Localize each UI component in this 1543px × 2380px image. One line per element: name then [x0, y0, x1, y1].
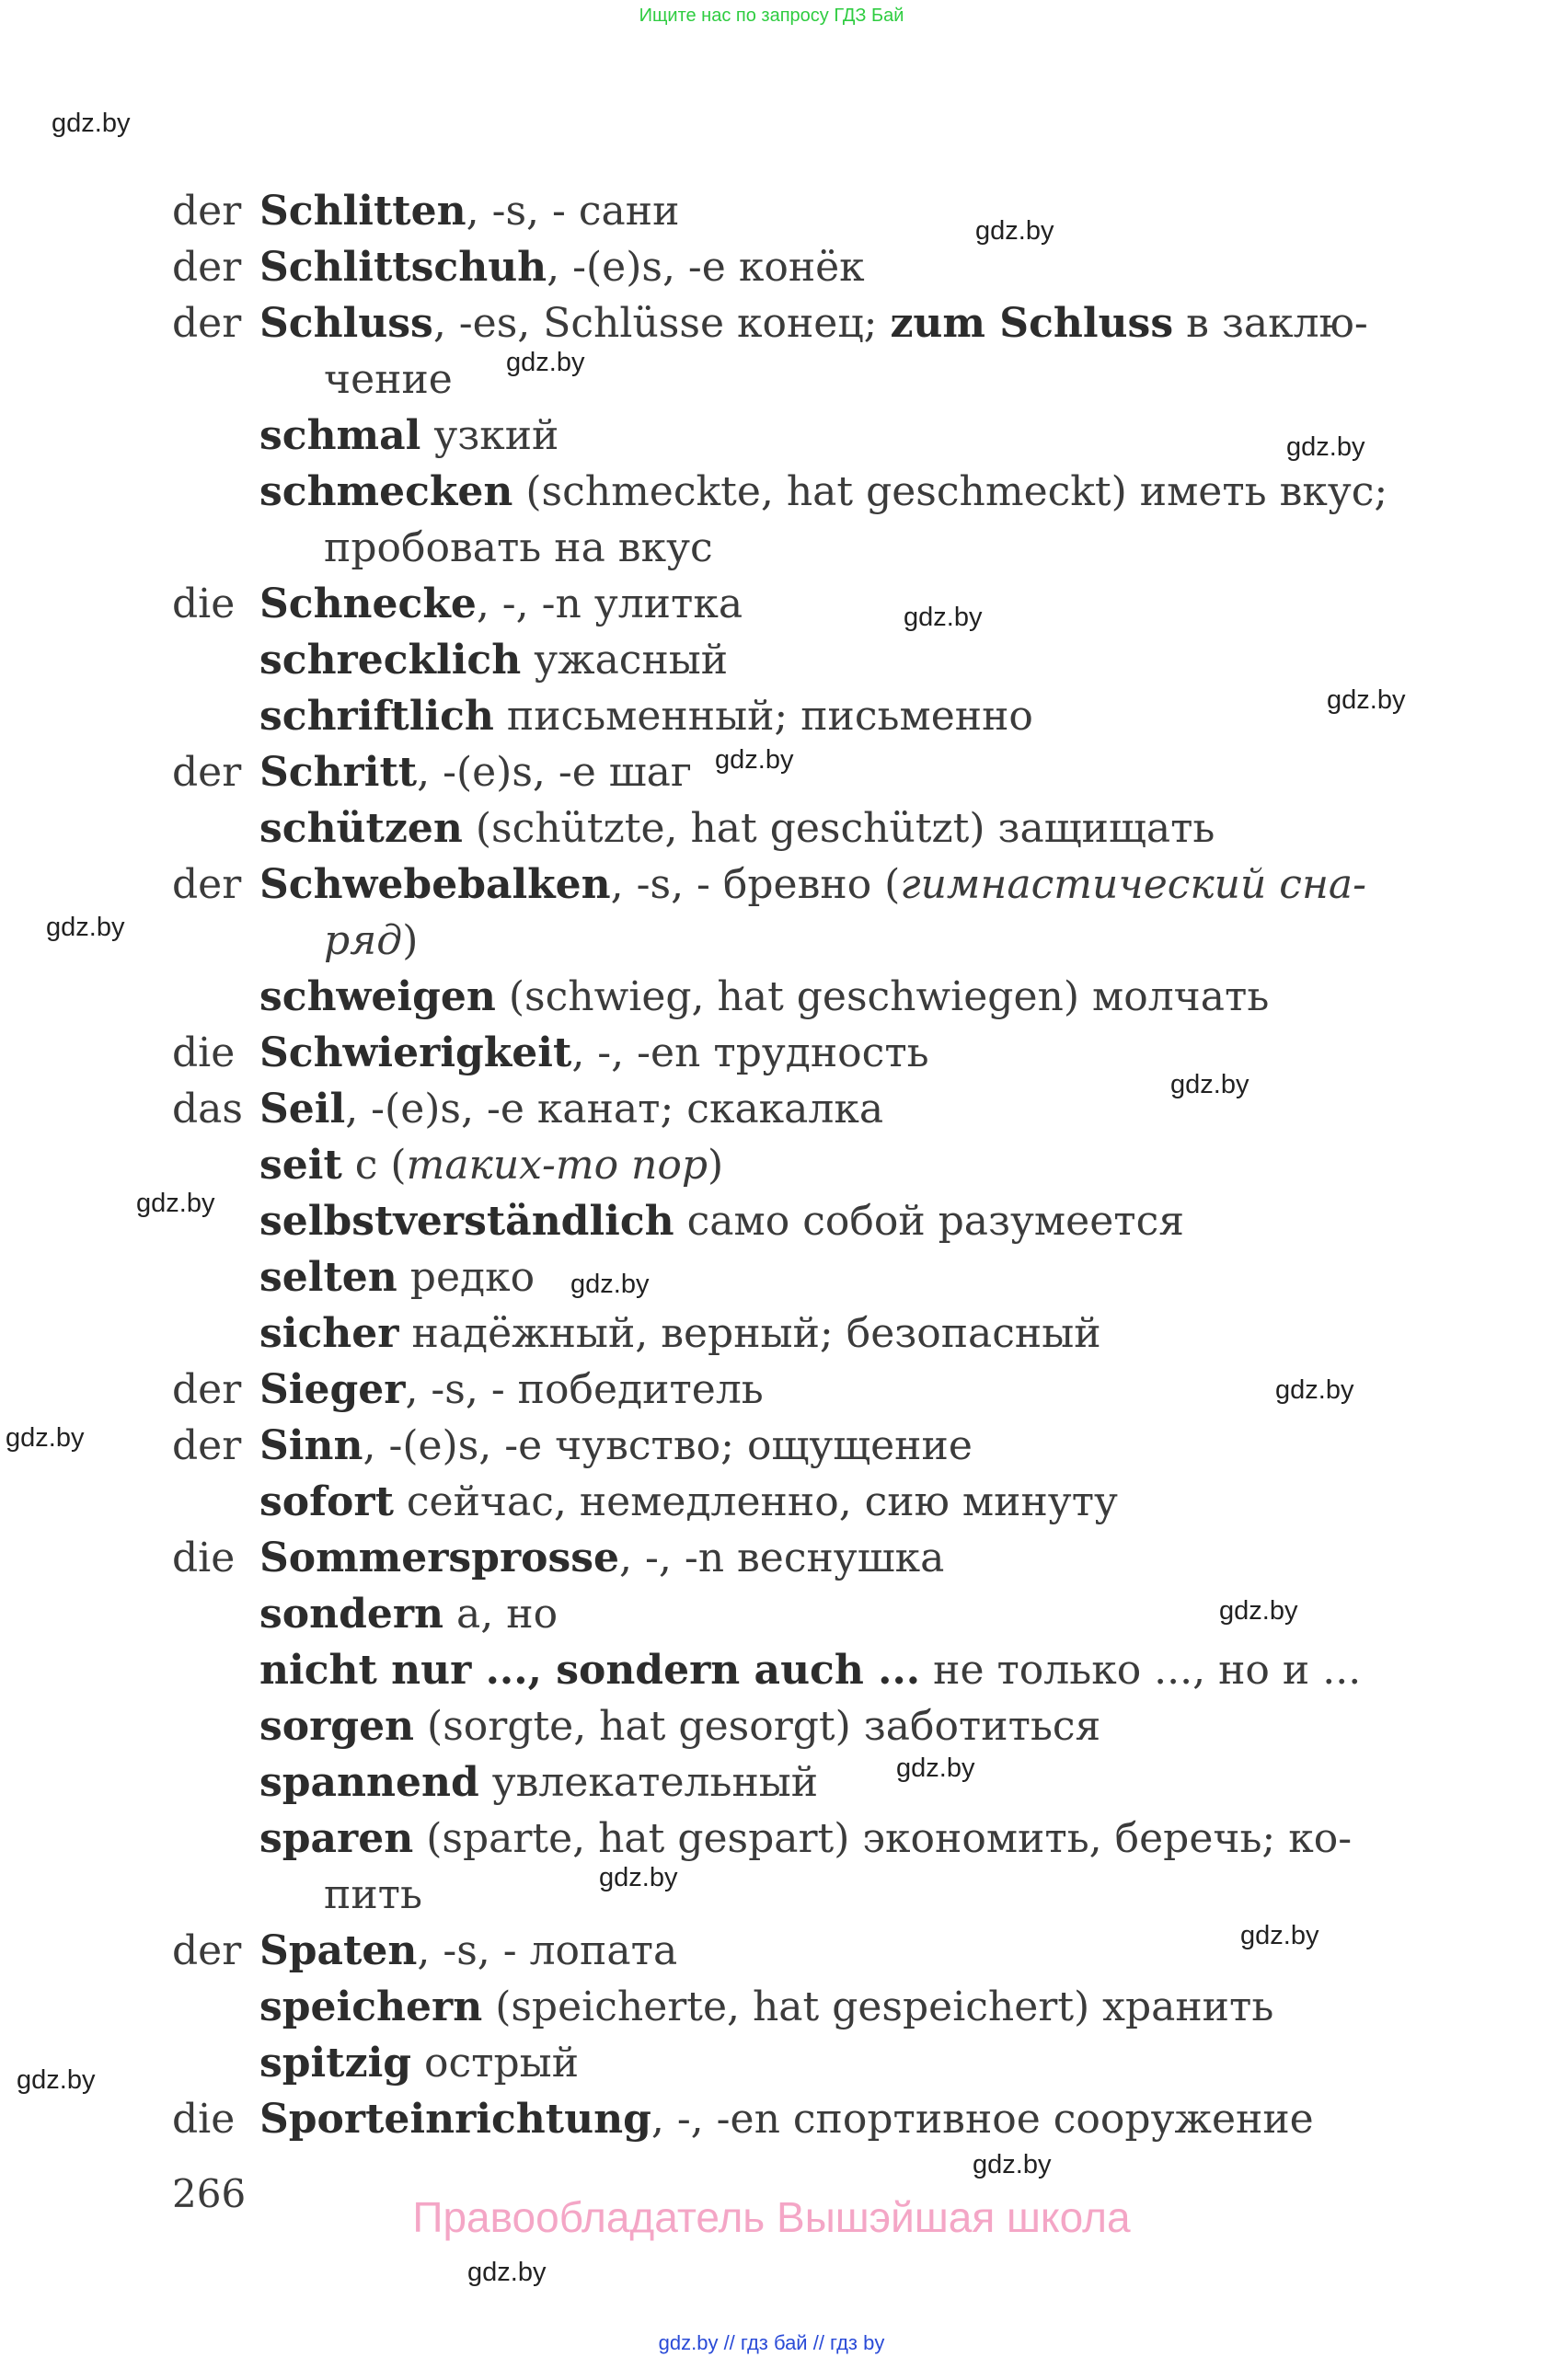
entry-definition: , -s, - сани	[466, 188, 680, 235]
entry-line	[259, 1643, 1361, 1698]
watermark-text: gdz.by	[46, 913, 125, 942]
entry-article: die	[172, 1535, 236, 1581]
rights-holder-note: Правообладатель Вышэйшая школа	[412, 2193, 1131, 2241]
entry-definition: (schmeckte, hat geschmeckt) иметь вкус;	[512, 468, 1388, 515]
entry-line	[259, 1026, 929, 1081]
entry-definition-continued: чение	[324, 356, 453, 403]
watermark-text: gdz.by	[904, 603, 983, 632]
entry-headword: Schwebebalken	[259, 861, 611, 908]
entry-definition: редко	[397, 1254, 535, 1301]
entry-definition: , -es, Schlüsse конец;	[432, 300, 891, 347]
watermark-text: gdz.by	[6, 1423, 85, 1453]
entry-continuation	[324, 352, 453, 408]
watermark-text: gdz.by	[715, 745, 794, 775]
entry-definition-continued: пробовать на вкус	[324, 524, 713, 571]
entry-line	[259, 2036, 579, 2091]
watermark-text: gdz.by	[599, 1863, 678, 1892]
entry-headword: spannend	[259, 1759, 479, 1806]
entry-headword: sicher	[259, 1310, 399, 1357]
entry-article: die	[172, 581, 236, 627]
entry-article: die	[172, 2096, 236, 2143]
entry-definition: , -(e)s, -e конёк	[547, 244, 865, 291]
entry-definition: (sorgte, hat gesorgt) заботиться	[414, 1703, 1101, 1750]
entry-headword: Seil	[259, 1086, 346, 1133]
entry-headword: sondern	[259, 1591, 444, 1638]
entry-headword: selbstverständlich	[259, 1198, 674, 1245]
entry-headword: schriftlich	[259, 693, 494, 740]
entry-line	[259, 296, 1368, 351]
entry-line	[259, 633, 728, 688]
watermark-text: gdz.by	[973, 2150, 1052, 2179]
entry-headword: sorgen	[259, 1703, 415, 1750]
entry-article: der	[172, 244, 242, 291]
entry-definition-continued: )	[402, 917, 419, 964]
entry-line	[259, 184, 679, 239]
entry-line	[259, 408, 558, 464]
entry-headword: Schritt	[259, 749, 418, 796]
watermark-text: gdz.by	[896, 1753, 975, 1783]
entry-headword: nicht nur ..., sondern auch ...	[259, 1647, 921, 1694]
entry-line	[259, 1531, 944, 1586]
entry-definition: само собой разумеется	[674, 1198, 1184, 1245]
watermark-text: gdz.by	[136, 1189, 215, 1218]
entry-line	[259, 1699, 1100, 1754]
entry-definition: сейчас, немедленно, сию минуту	[393, 1478, 1118, 1525]
watermark-text: gdz.by	[570, 1270, 650, 1299]
entry-definition: а, но	[443, 1591, 558, 1638]
entry-article: der	[172, 188, 242, 235]
entry-definition: (speicherte, hat gespeichert) хранить	[482, 1983, 1274, 2030]
entry-definition: увлекательный	[478, 1759, 819, 1806]
entry-definition: , -, -en трудность	[571, 1029, 929, 1076]
entry-definition: (schwieg, hat geschwiegen) молчать	[495, 973, 1270, 1020]
entry-definition-continued: пить	[324, 1871, 422, 1918]
entry-headword: Schlitten	[259, 188, 466, 235]
entry-headword: selten	[259, 1254, 397, 1301]
entry-line	[259, 577, 743, 632]
entry-article: der	[172, 300, 242, 347]
entry-headword: Sommersprosse	[259, 1535, 620, 1581]
entry-definition: , -, -en спортивное сооружение	[651, 2096, 1314, 2143]
entry-line	[259, 970, 1269, 1025]
entry-article: das	[172, 1086, 243, 1133]
entry-headword: seit	[259, 1142, 342, 1189]
entry-note: гимнастический сна-	[900, 861, 1367, 908]
entry-line	[259, 1138, 723, 1193]
watermark-text: gdz.by	[467, 2258, 547, 2287]
entry-article: die	[172, 1029, 236, 1076]
entry-headword: schmal	[259, 412, 421, 459]
entry-definition: , -(e)s, -e шаг	[417, 749, 692, 796]
entry-headword: sofort	[259, 1478, 394, 1525]
entry-article: der	[172, 749, 242, 796]
entry-headword: schrecklich	[259, 637, 522, 684]
top-banner-note: Ищите нас по запросу ГДЗ Бай	[639, 6, 904, 26]
entry-continuation	[324, 914, 418, 969]
entry-definition: узкий	[420, 412, 559, 459]
entry-note-continued: ряд	[324, 917, 403, 964]
entry-headword: Schwierigkeit	[259, 1029, 572, 1076]
entry-definition-tail: в заклю-	[1173, 300, 1368, 347]
entry-article: der	[172, 861, 242, 908]
entry-continuation	[324, 521, 713, 576]
watermark-text: gdz.by	[17, 2065, 96, 2095]
entry-line	[259, 1924, 677, 1979]
entry-definition-tail: )	[708, 1142, 724, 1189]
entry-definition: письменный; письменно	[493, 693, 1033, 740]
entry-headword: Schnecke	[259, 581, 477, 627]
entry-definition: острый	[411, 2040, 580, 2087]
entry-headword: schützen	[259, 805, 463, 852]
entry-line	[259, 1082, 883, 1137]
entry-definition: не только ..., но и ...	[920, 1647, 1362, 1694]
entry-line	[259, 1362, 764, 1418]
entry-definition: (sparte, hat gespart) экономить, беречь; ко-	[413, 1815, 1353, 1862]
entry-definition: надёжный, верный; безопасный	[398, 1310, 1101, 1357]
entry-definition: ужасный	[521, 637, 729, 684]
watermark-text: gdz.by	[52, 109, 131, 138]
entry-definition: , -s, - победитель	[405, 1366, 764, 1413]
entry-line	[259, 465, 1388, 520]
entry-line	[259, 1755, 818, 1811]
entry-note: таких-то пор	[406, 1142, 708, 1189]
entry-line	[259, 1306, 1101, 1362]
entry-headword: Schlittschuh	[259, 244, 547, 291]
entry-article: der	[172, 1366, 242, 1413]
entry-line	[259, 240, 865, 295]
entry-headword: schweigen	[259, 973, 496, 1020]
entry-definition: с (	[341, 1142, 407, 1189]
entry-definition: , -, -n веснушка	[619, 1535, 945, 1581]
watermark-text: gdz.by	[1286, 432, 1365, 462]
entry-line	[259, 1419, 973, 1474]
entry-headword: schmecken	[259, 468, 513, 515]
entry-definition: , -, -n улитка	[476, 581, 743, 627]
entry-line	[259, 1980, 1273, 2035]
entry-line	[259, 2092, 1314, 2147]
entry-headword: Schluss	[259, 300, 433, 347]
entry-article: der	[172, 1422, 242, 1469]
entry-definition: (schützte, hat geschützt) защищать	[462, 805, 1215, 852]
entry-line	[259, 801, 1215, 857]
entry-line	[259, 1194, 1184, 1249]
entry-phrase: zum Schluss	[890, 300, 1174, 347]
watermark-text: gdz.by	[1170, 1070, 1249, 1099]
watermark-text: gdz.by	[1327, 685, 1406, 715]
entry-line	[259, 1811, 1352, 1867]
entry-line	[259, 689, 1033, 744]
entry-headword: sparen	[259, 1815, 414, 1862]
entry-line	[259, 1250, 535, 1305]
entry-article: der	[172, 1927, 242, 1974]
watermark-text: gdz.by	[1219, 1596, 1298, 1626]
entry-definition: , -s, - бревно (	[610, 861, 901, 908]
watermark-text: gdz.by	[506, 348, 585, 377]
entry-headword: speichern	[259, 1983, 483, 2030]
watermark-text: gdz.by	[975, 216, 1054, 246]
footer-links: gdz.by // гдз бай // гдз by	[658, 2331, 885, 2354]
entry-line	[259, 1587, 558, 1642]
entry-line	[259, 1475, 1118, 1530]
watermark-text: gdz.by	[1275, 1375, 1354, 1405]
entry-continuation	[324, 1868, 422, 1923]
entry-line	[259, 857, 1366, 913]
entry-line	[259, 745, 692, 800]
entry-definition: , -(e)s, -e чувство; ощущение	[363, 1422, 973, 1469]
entry-headword: spitzig	[259, 2040, 412, 2087]
page-number: 266	[172, 2171, 247, 2216]
entry-headword: Sinn	[259, 1422, 363, 1469]
entry-definition: , -s, - лопата	[417, 1927, 678, 1974]
entry-headword: Spaten	[259, 1927, 418, 1974]
watermark-text: gdz.by	[1240, 1921, 1319, 1950]
entry-headword: Sieger	[259, 1366, 406, 1413]
entry-definition: , -(e)s, -e канат; скакалка	[345, 1086, 884, 1133]
entry-headword: Sporteinrichtung	[259, 2096, 651, 2143]
